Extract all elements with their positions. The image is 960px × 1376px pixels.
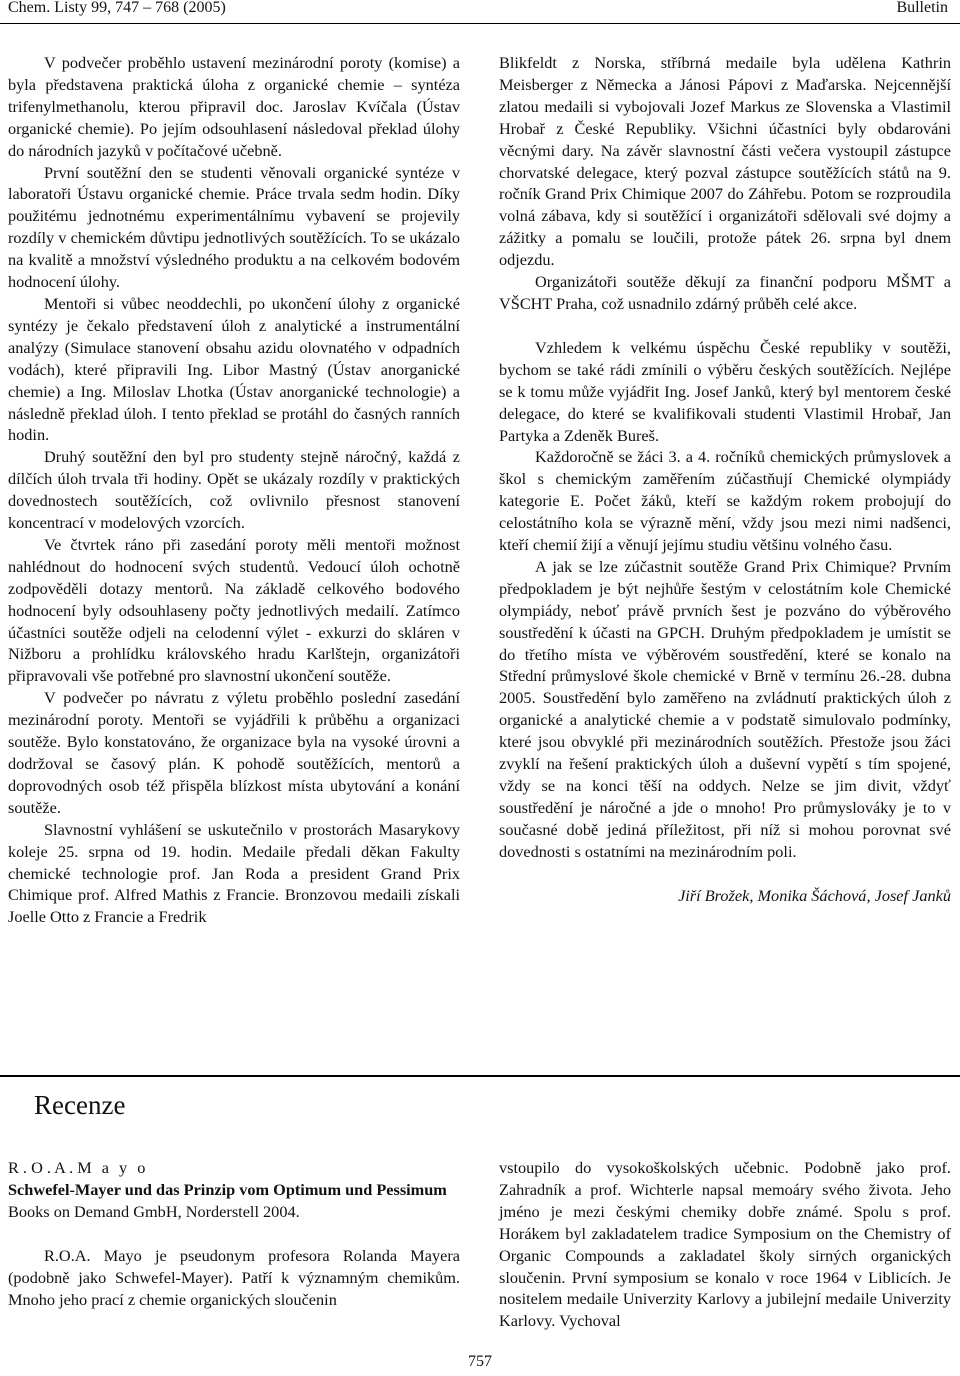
paragraph: A jak se lze zúčastnit soutěže Grand Prix Chimique? Prvním předpokladem je být nejhůře šestým v celostátním kole Chemické olympiády, neboť právě prvních šest je pozváno do výběrového soustředění k účasti na GPCH. Druhým předpokladem je umístit se do třetího místa ve výběrovém soustředění, které se konalo na Střední průmyslové škole chemické v Brně v termínu 26.-28. dubna 2005. Soustředění bylo zaměřeno na zvládnutí praktických úloh z organické a analytické chemie a v podstatě simulovalo podmínky, které jsou obvyklé při mezinárodních soutěžích. Přestože jsou žáci zvyklí na řešení praktických úloh a duševní vypětí s tím spojené, vždy se na konci těší na oddych. Nelze se jim divit, vždyť soustředění je náročné a jde o mnoho! Pro průmyslováky je to v současné době jediná příležitost, při níž si mohou porovnat své dovednosti s ostatními na mezinárodním poli. [499,556,951,861]
paragraph: Slavnostní vyhlášení se uskutečnilo v prostorách Masarykovy koleje 25. srpna od 19. hodin. Medaile předali děkan Fakulty chemické technologie prof. Jan Roda a president Grand Prix Chimique prof. Alfred Mathis z Francie. Bronzovou medaili získali Joelle Otto z Francie a Fredrik [8,819,460,927]
left-column [8,52,460,928]
paragraph: Mentoři si vůbec neoddechli, po ukončení úlohy z organické syntézy je čekalo představení úloh z analytické a instrumentální analýzy (Simulace stanovení obsahu azidu olovnatého v odpadních vodách), které připravili Ing. Libor Mastný (Ústav anorganické chemie) a Ing. Miloslav Lhotka (Ústav anorganické technologie) a následně překlad úloh. I tento překlad se protáhl do časných ranních hodin. [8,293,460,445]
running-header [0,0,960,22]
paragraph: Druhý soutěžní den byl pro studenty stejně náročný, každá z dílčích úloh trvala tři hodiny. Opět se ukázaly rozdíly v praktických dovednostech soutěžících, což ovlivnilo přesnost stanovení koncentrací v modelových vzorcích. [8,447,460,533]
page-number: 757 [468,1353,492,1370]
book-publisher: Books on Demand GmbH, Norderstell 2004. [8,1201,300,1221]
paragraph: První soutěžní den se studenti věnovali organické syntéze v laboratoři Ústavu organické chemie. Práce trvala sedm hodin. Díky použitému jednotnému experimentálnímu vybavení se projevily rozdíly v chemickém důvtipu jednotlivých soutěžících. To se ukázalo na kvalitě a množství výsledného produktu a na celkovém bodovém hodnocení úlohy. [8,162,460,292]
section-label: Bulletin [896,0,948,16]
paragraph: Organizátoři soutěže děkují za finanční podporu MŠMT a VŠCHT Praha, což usnadnilo zdárný průběh celé akce. [499,272,951,313]
review-right-column [499,1157,951,1332]
review-author [8,1157,460,1179]
paragraph: Každoročně se žáci 3. a 4. ročníků chemických průmyslovek a škol s chemickým zaměřením zúčastňují Chemické olympiády kategorie E. Počet žáků, kteří se každým rokem probojují do celostátního kola se výrazně mění, vždy jsou mezi nimi nadšenci, kteří chemií žijí a věnují jejímu studiu většinu volného času. [499,447,951,555]
author-surname: M a y o [77,1158,149,1177]
author-initials: R . O . A . [8,1158,74,1177]
paragraph: V podvečer proběhlo ustavení mezinárodní poroty (komise) a byla představena praktická úloha z organické chemie – syntéza trifenylmethanolu, kterou připravil doc. Jaroslav Kvíčala (Ústav organické chemie). Po jejím odsouhlasení následoval překlad úlohy do národních jazyků v počítačové učebně. [8,53,460,160]
journal-citation: Chem. Listy 99, 747 – 768 (2005) [8,0,226,16]
paragraph: Blikfeldt z Norska, stříbrná medaile byla udělena Kathrin Meisberger z Německa a Jánosi Pápovi z Maďarska. Nejcennější zlatou medaili si vybojovali Jozef Markus ze Slovenska a Vlastimil Hrobař z České Republiky. Všichni účastníci byly obdarováni věcnými dary. Na závěr slavnostní části večera vystoupil zástupce chorvatské delegace, který pozval zástupce soutěžících států na 9. ročník Grand Prix Chimique 2007 do Záhřebu. Potom se rozproudila volná zábava, kdy si soutěžící i organizátoři sdělovali své dojmy a zážitky a pomalu se loučili, protože pátek 26. srpna byl dnem odjezdu. [499,53,951,270]
review-left-column [8,1157,460,1310]
paragraph: V podvečer po návratu z výletu proběhlo poslední zasedání mezinárodní poroty. Mentoři se vyjádřili k průběhu a organizaci soutěže. Bylo konstatováno, že organizace byla na vysoké úrovni a dodržoval se časový plán. K pohodě soutěžících, mentorů a doprovodných osob též přispěla blízkost místa ubytování a konání soutěže. [8,688,460,817]
section-title: Recenze [34,1090,126,1120]
author-signature: Jiří Brožek, Monika Šáchová, Josef Janků [678,885,951,905]
header-rule [0,23,960,24]
right-column [499,52,951,907]
book-title: Schwefel-Mayer und das Prinzip vom Optimum und Pessimum [8,1179,447,1199]
section-rule [0,1075,960,1077]
paragraph: R.O.A. Mayo je pseudonym profesora Rolanda Mayera (podobně jako Schwefel-Mayer). Patří k významným chemikům. Mnoho jeho prací z chemie organických sloučenin [8,1245,460,1309]
paragraph: vstoupilo do vysokoškolských učebnic. Podobně jako prof. Zahradník a prof. Wichterle napsal memoáry svého života. Jeho jméno je mezi českými chemiky dobře známé. Spolu s prof. Horákem byl zakladatelem tradice Symposium on the Chemistry of Organic Compounds a zakladatel školy sirných organických sloučenin. První symposium se konalo v roce 1964 v Liblicích. Je nositelem medaile Univerzity Karlovy a jubilejní medaile Univerzity Karlovy. Vychoval [499,1158,951,1331]
paragraph: Vzhledem k velkému úspěchu České republiky v soutěži, bychom se také rádi zmínili o výběru českých soutěžících. Nejlépe se k tomu může vyjádřit Ing. Josef Janků, který byl mentorem české delegace, do které se kvalifikovali studenti Vlastimil Hrobař, Jan Partyka a Zdeněk Bureš. [499,337,951,445]
paragraph: Ve čtvrtek ráno při zasedání poroty měli mentoři možnost nahlédnout do hodnocení svých studentů. Vedoucí úloh ochotně zodpověděli dotazy mentorů. Na základě celkového bodového hodnocení byly odsouhlaseny počty jednotlivých medailí. Zatímco účastníci soutěže odjeli na celodenní výlet - exkurzi do skláren v Nižboru a prohlídku královského hradu Karlštejn, organizátoři připravovali vše potřebné pro slavnostní ukončení soutěže. [8,534,460,686]
